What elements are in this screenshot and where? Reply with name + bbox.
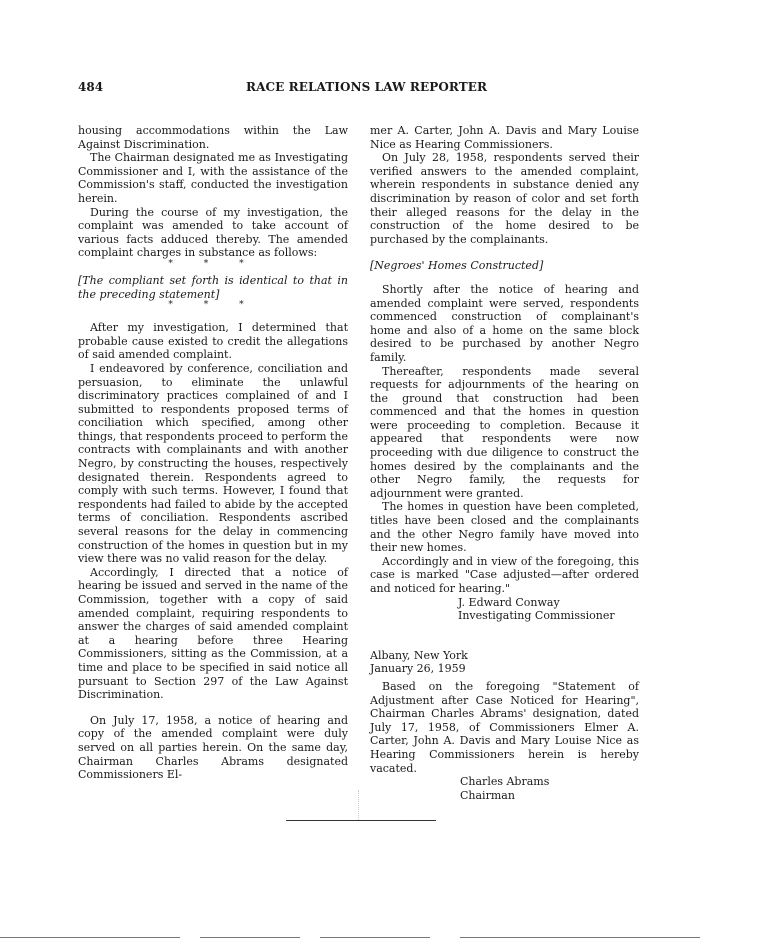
paragraph: Based on the foregoing "Statement of Adjustment after Case Noticed for Hearing", Chairman Charles Abrams' designation, dated July 17, 1958, of Commissioners Elmer A. Carter, John A. Davis and Mary Louise Nice as Hearing Commissioners herein is hereby vacated. xyxy=(370,679,639,775)
ellipsis-stars: * * * xyxy=(168,258,258,269)
scan-edge-line xyxy=(0,937,180,938)
ellipsis-stars: * * * xyxy=(168,300,258,311)
place-line: Albany, New York xyxy=(370,648,468,662)
scan-edge-line xyxy=(320,937,430,938)
paragraph: mer A. Carter, John A. Davis and Mary Louise Nice as Hearing Commissioners. xyxy=(370,124,639,151)
running-title: RACE RELATIONS LAW REPORTER xyxy=(246,80,488,94)
paragraph: On July 17, 1958, a notice of hearing and copy of the amended complaint were duly served on all parties herein. On the same day, Chairman Charles Abrams designated Commissioners El- xyxy=(78,713,348,782)
bracketed-note: [The compliant set forth is identical to that in the preceding statement] xyxy=(78,273,348,301)
paragraph: Accordingly and in view of the foregoing, this case is marked "Case adjusted—after ordered and noticed for hearing." xyxy=(370,554,639,595)
paragraph: The homes in question have been completed, titles have been closed and the complainants and the other Negro family have moved into their new homes. xyxy=(370,500,639,555)
paragraph: On July 28, 1958, respondents served their verified answers to the amended complaint, wherein respondents in substance denied any discrimination by reason of color and set forth their alleged reasons for the delay in the construction of the home desired to be purchased by the complainants. xyxy=(370,151,639,246)
page-number: 484 xyxy=(78,80,104,94)
section-subheading: [Negroes' Homes Constructed] xyxy=(370,259,544,273)
left-column xyxy=(78,124,348,782)
column-divider xyxy=(358,790,359,820)
signature-name: J. Edward Conway xyxy=(458,595,560,609)
paragraph: The Chairman designated me as Investigating Commissioner and I, with the assistance of the Commission's staff, conducted the investigation herein. xyxy=(78,151,348,205)
end-rule xyxy=(286,820,436,821)
scan-edge-line xyxy=(200,937,300,938)
paragraph: During the course of my investigation, the complaint was amended to take account of various facts adduced thereby. The amended complaint charges in substance as follows: xyxy=(78,205,348,260)
right-column xyxy=(370,124,639,802)
paragraph: After my investigation, I determined that probable cause existed to credit the allegations of said amended complaint. xyxy=(78,321,348,362)
paragraph: housing accommodations within the Law Against Discrimination. xyxy=(78,124,348,151)
signature-title: Chairman xyxy=(460,788,515,802)
signature-name: Charles Abrams xyxy=(460,775,550,789)
scan-edge-line xyxy=(460,937,700,938)
date-line: January 26, 1959 xyxy=(370,662,466,676)
paragraph: Thereafter, respondents made several requests for adjournments of the hearing on the ground that construction had been commenced and that the homes in question were proceeding to completion. Because it appeared that respondents were now proceeding with due diligence to construct the homes desired by the complainants and the other Negro family, the requests for adjournment were granted. xyxy=(370,364,639,500)
paragraph: Shortly after the notice of hearing and amended complaint were served, respondents commenced construction of complainant's home and also of a home on the same block desired to be purchased by another Negro family. xyxy=(370,282,639,364)
signature-title: Investigating Commissioner xyxy=(458,609,615,623)
paragraph: I endeavored by conference, conciliation and persuasion, to eliminate the unlawful discriminatory practices complained of and I submitted to respondents proposed terms of conciliation which specified, among other things, that respondents proceed to perform the contracts with complainants and with another Negro, by constructing the houses, respectively designated therein. Respondents agreed to comply with such terms. However, I found that respondents had failed to abide by the accepted terms of conciliation. Respondents ascribed several reasons for the delay in commencing construction of the homes in question but in my view there was no valid reason for the delay. xyxy=(78,361,349,566)
paragraph: Accordingly, I directed that a notice of hearing be issued and served in the name of the Commission, together with a copy of said amended complaint, requiring respondents to answer the charges of said amended complaint at a hearing before three Hearing Commissioners, sitting as the Commission, at a time and place to be specified in said notice all pursuant to Section 297 of the Law Against Discrimination. xyxy=(78,565,348,702)
